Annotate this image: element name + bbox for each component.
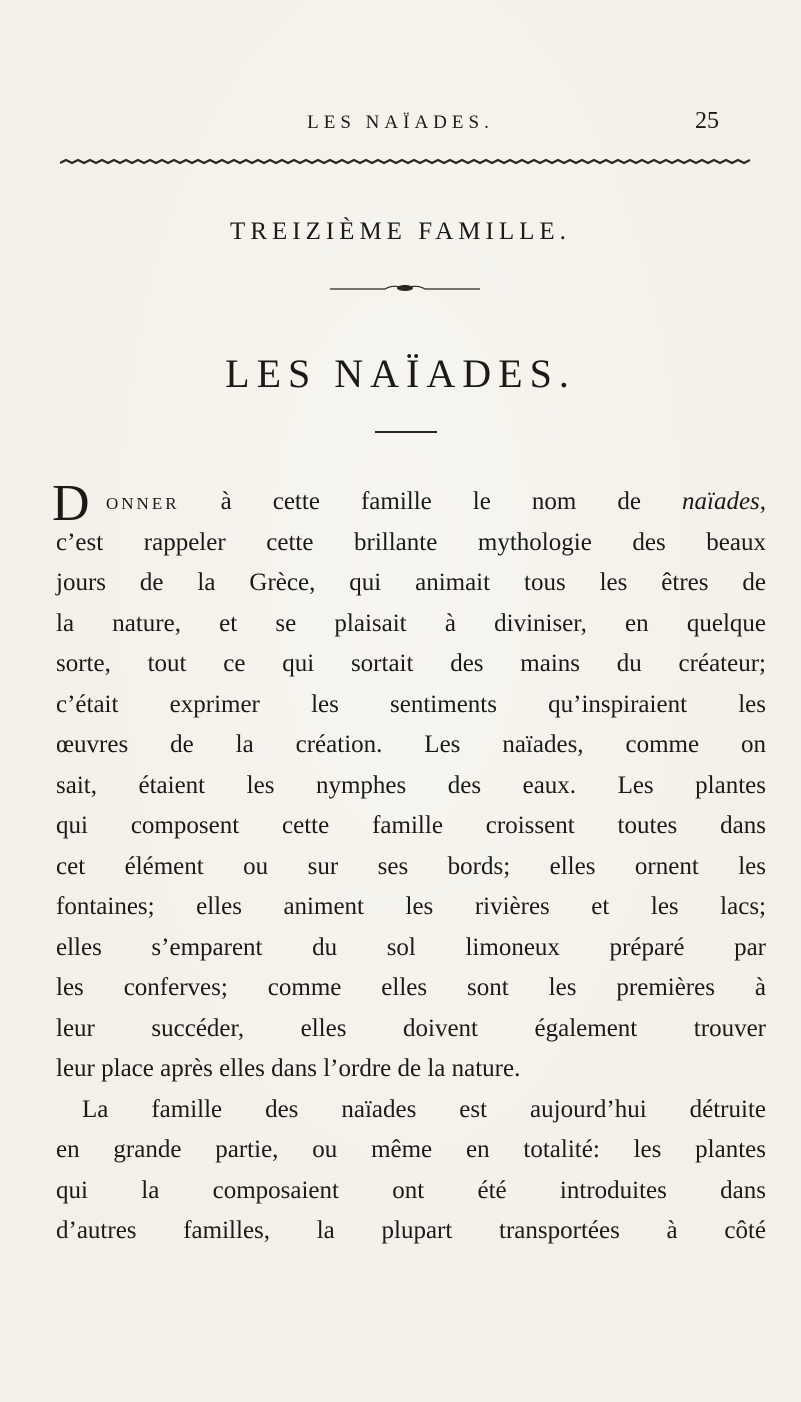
body-text [52,475,767,1252]
running-title: LES NAÏADES. [307,112,494,133]
text-line: leur succéder, elles doivent également trouver [56,1014,766,1042]
text-line: œuvres de la création. Les naïades, comme on [56,731,766,758]
text-line: La famille des naïades est aujourd’hui détruite [82,1095,766,1123]
paragraph-first-line [52,475,767,532]
text-line: en grande partie, ou même en totalité: les plantes [56,1136,766,1163]
text-line: cet élément ou sur ses bords; elles ornent les [56,852,766,880]
text-line: la nature, et se plaisait à diviniser, en quelque [56,609,766,637]
decorative-flourish [330,283,480,293]
section-rule [375,431,437,433]
text-line: c’était exprimer les sentiments qu’inspiraient les [56,690,766,718]
section-title: LES NAÏADES. [225,351,576,396]
text-line: sait, étaient les nymphes des eaux. Les plantes [56,771,766,799]
italic-term: naïades [682,488,760,515]
drop-cap: D [52,475,90,532]
text-line: jours de la Grèce, qui animait tous les êtres de [56,569,766,596]
page-number: 25 [695,108,719,134]
first-line-text: à cette famille le nom de [220,488,641,515]
running-header [0,108,801,142]
family-heading: TREIZIÈME FAMILLE. [230,218,571,245]
text-line: elles s’emparent du sol limoneux préparé par [56,933,766,961]
text-line: d’autres familles, la plupart transportées à côté [56,1217,766,1244]
first-word-small-caps: ONNER [106,494,180,513]
text-line: sorte, tout ce qui sortait des mains du créateur; [56,650,766,677]
text-line: qui la composaient ont été introduites dans [56,1176,766,1204]
text-line: c’est rappeler cette brillante mythologie des beaux [56,528,766,556]
text-line: leur place après elles dans l’ordre de la nature. [56,1055,521,1082]
first-line-punctuation: , [759,488,767,515]
text-line: fontaines; elles animent les rivières et les lacs; [56,893,766,920]
ornamental-border [60,158,750,168]
text-line: les conferves; comme elles sont les premières à [56,974,766,1001]
text-line: qui composent cette famille croissent toutes dans [56,812,766,839]
